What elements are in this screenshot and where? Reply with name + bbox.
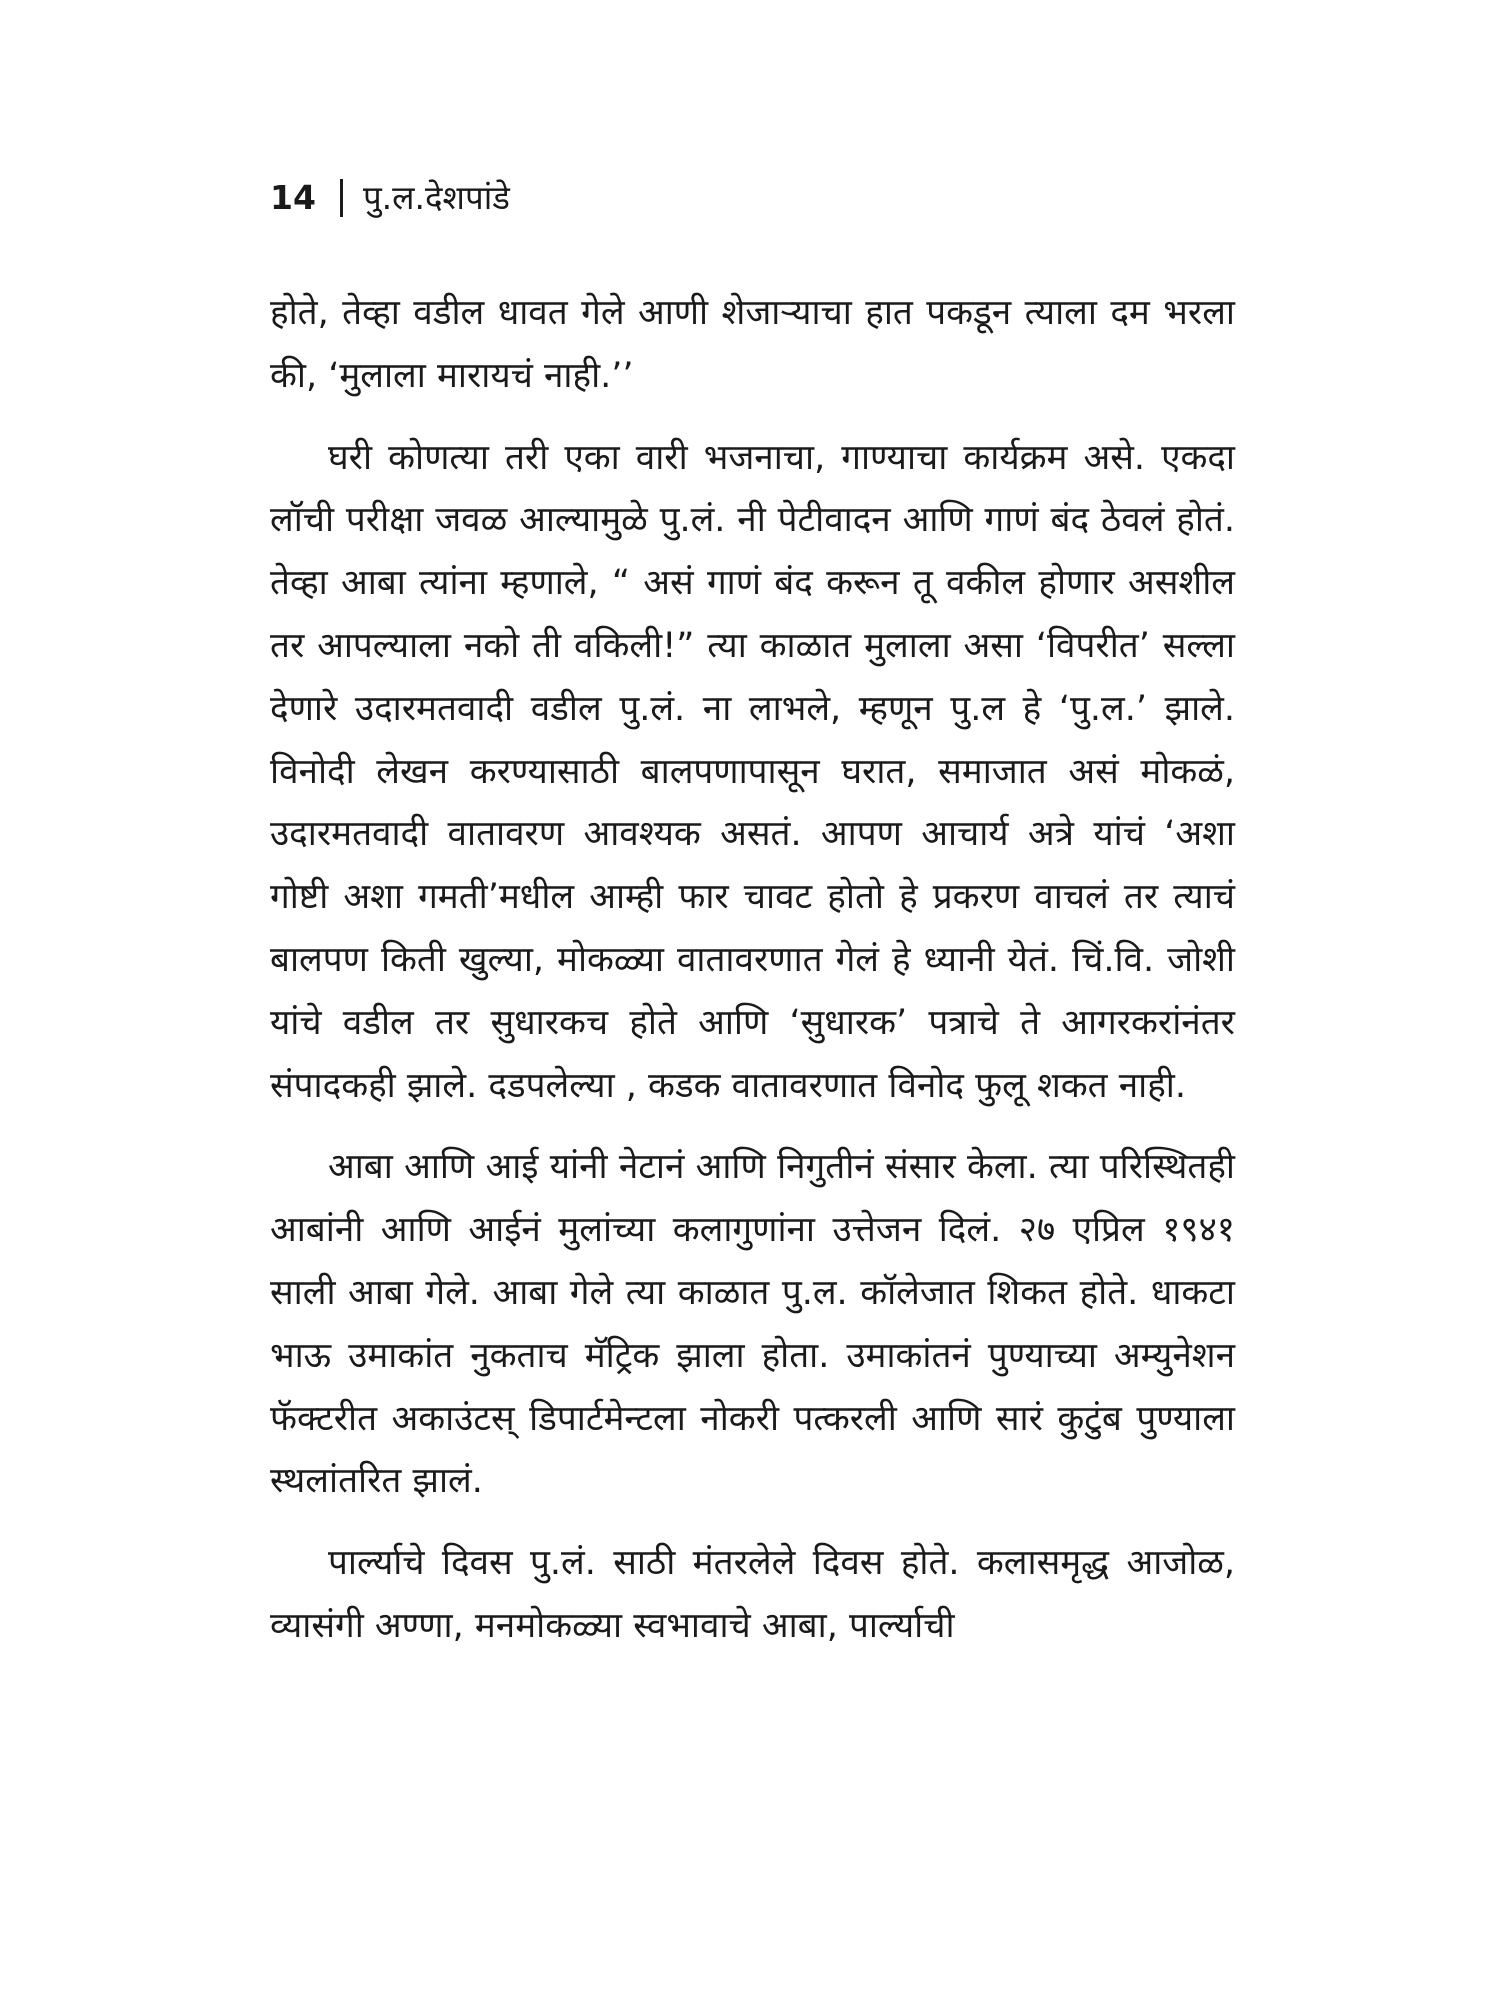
page-header — [270, 178, 510, 218]
body-text — [270, 282, 1235, 1677]
paragraph: आबा आणि आई यांनी नेटानं आणि निगुतीनं संसार केला. त्या परिस्थितही आबांनी आणि आईनं मुलांच्या कलागुणांना उत्तेजन दिलं. २७ एप्रिल १९४१ साली आबा गेले. आबा गेले त्या काळात पु.ल. कॉलेजात शिकत होते. धाकटा भाऊ उमाकांत नुकताच मॅट्रिक झाला होता. उमाकांतनं पुण्याच्या अम्युनेशन फॅक्टरीत अकाउंटस् डिपार्टमेन्टला नोकरी पत्करली आणि सारं कुटुंब पुण्याला स्थलांतरित झालं. — [270, 1147, 1235, 1502]
paragraph: पार्ल्याचे दिवस पु.लं. साठी मंतरलेले दिवस होते. कलासमृद्ध आजोळ, व्यासंगी अण्णा, मनमोकळ्या स्वभावाचे आबा, पार्ल्याची — [270, 1543, 1235, 1646]
paragraph-continuation: होते, तेव्हा वडील धावत गेले आणी शेजाऱ्याचा हात पकडून त्याला दम भरला की, ‘मुलाला मारायचं नाही.’’ — [270, 293, 1235, 396]
page-number: 14 — [270, 178, 316, 217]
paragraph: घरी कोणत्या तरी एका वारी भजनाचा, गाण्याचा कार्यक्रम असे. एकदा लॉची परीक्षा जवळ आल्यामुळे पु.लं. नी पेटीवादन आणि गाणं बंद ठेवलं होतं. तेव्हा आबा त्यांना म्हणाले, “ असं गाणं बंद करून तू वकील होणार असशील तर आपल्याला नको ती वकिली!” त्या काळात मुलाला असा ‘विपरीत’ सल्ला देणारे उदारमतवादी वडील पु.लं. ना लाभले, म्हणून पु.ल हे ‘पु.ल.’ झाले. विनोदी लेखन करण्यासाठी बालपणापासून घरात, समाजात असं मोकळं, उदारमतवादी वातावरण आवश्यक असतं. आपण आचार्य अत्रे यांचं ‘अशा गोष्टी अशा गमती’मधील आम्ही फार चावट होतो हे प्रकरण वाचलं तर त्याचं बालपण किती खुल्या, मोकळ्या वातावरणात गेलं हे ध्यानी येतं. चिं.वि. जोशी यांचे वडील तर सुधारकच होते आणि ‘सुधारक’ पत्राचे ते आगरकरांनंतर संपादकही झाले. दडपलेल्या , कडक वातावरणात विनोद फुलू शकत नाही. — [270, 437, 1235, 1106]
running-title: पु.ल.देशपांडे — [362, 178, 510, 217]
header-separator — [340, 179, 343, 217]
